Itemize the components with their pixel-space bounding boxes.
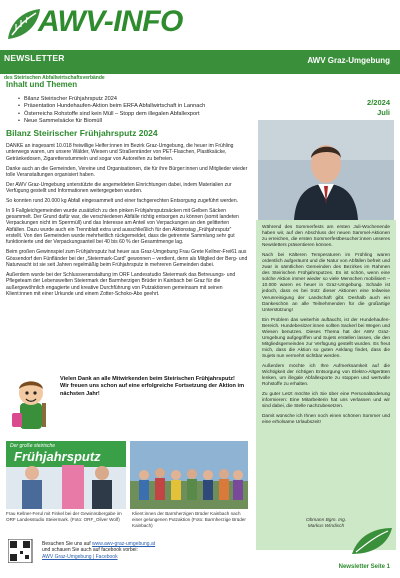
editorial-paragraph: Nach bei Kälteren Temperaturen im Frühling waren ordentlich aufgeräumt und die Natur von Abfällen befreit und zwar in sämtlichen Gemeinden des Bezirkes im Rahmen des Steirischen Frühjahrsputzes. Es ist schön, wenn eine solche Aktion immer wieder so viele Menschen mobilisiert – 10.000 waren es heuer in Graz-Umgebung. Schade ist jedoch, dass es bei trotz dieser Aktionen eine teilweise Verunreinigung der Landschaft gibt. Deshalb auch ein Dankeschön an alle Teilnehmenden für die großartige Unterstützung! (262, 253, 390, 313)
article-paragraph: Außerdem wurde bei der Schlussveranstaltung im ORF Landesstudio Steiermark das Betreuungs- und Pflegeteam der Lebenswelten Steiermark der Barmherzigen Brüder in Kainbach bei Graz für die außergewöhnlich engagierte und kreative Durchführung von Putzaktionen gemeinsam mit seinen Klient:innen mit einer Urkunde und einem Zotter-Schoko-Abo geehrt. (6, 271, 236, 297)
group-photo-image (130, 441, 248, 509)
contents-item: • Bilanz Steirischer Frühjahrsputz 2024 (18, 96, 248, 103)
footer-text (42, 541, 155, 560)
footer-line: und schauen Sie auch auf facebook vorbei: (42, 547, 138, 554)
article-paragraph: Der AWV Graz-Umgebung unterstützte die angemeldeten Einrichtungen dabei, indem Materialien zur Verfügung gestellt und Informationen weitergegeben wurden. (6, 181, 232, 195)
article-paragraph: DANKE an insgesamt 10.018 freiwillige Helfer:innen im Bezirk Graz-Umgebung, die heuer im Frühling unterwegs waren, um unsere Wälder, Wiesen und Straßenränder von PET-Flaschen, Plastiksäcke, Getränkedosen, Zigarettenstummeln und sogar von Autoreifen zu befreien. (6, 143, 234, 162)
portrait-image (258, 120, 394, 220)
award-photo (6, 441, 126, 509)
editorial-text (262, 225, 390, 430)
contents-item: • Österreichs Rohstoffe sind kein Müll – Stopp dem illegalen Abfallexport (18, 111, 248, 118)
editorial-paragraph: Damit wünsche ich Ihnen noch einen schönen Sommer und eine erholsame Urlaubszeit! (262, 414, 390, 426)
editorial-paragraph: Während des Sommerfests am ersten Juli-Wochenende haben wir, auf den Abschluss der neuen Sammel-Aktionen zu erreichen, die ersten Sommerfestbesucher:innen unseres Newsletters präsentieren können. (262, 225, 390, 249)
issue-number: 2/2024 (367, 98, 390, 107)
contents-title: Inhalt und Themen (6, 80, 78, 89)
editorial-paragraph: Außerdem möchte ich Ihre Aufmerksamkeit auf die Wichtigkeit der richtigen Entsorgung von Elektro-Altgeräten lenken, um illegale Abfallexporte zu stoppen und wertvolle Rohstoffe zu erhalten. (262, 363, 390, 388)
organization-label: AWV Graz-Umgebung (307, 56, 390, 65)
leaf-icon (350, 526, 394, 556)
photo-caption: Klient:innen der Barmherzigen Brüder Kainbach nach einer gelungenen Putzaktion (Foto: Barmherzige Brüder Kainbach) (132, 511, 246, 528)
banner-small-text: Der große steirische (10, 443, 56, 449)
page-number: Newsletter Seite 1 (338, 564, 390, 570)
banner-text: Frühjahrsputz (14, 449, 101, 464)
photo-caption: Frau Kellner-Ferul mit Finkel bei der Gewinnübergabe im ORF Landesstudio Steiermark. (Foto: ORF_Oliver Wolf) (6, 511, 122, 522)
footer-prefix: Besuchen Sie uns auf (42, 541, 93, 547)
signature-name: Markus Windisch (307, 524, 345, 529)
logo-text: AWV-INFO (38, 5, 183, 38)
issue-info (367, 98, 390, 118)
article-paragraph: Danke auch an die Gemeinden, Vereine und Organisationen, die für ihre Bürger:innen und Mitglieder wieder tolle Veranstaltungen organisiert haben. (6, 165, 248, 178)
facebook-link[interactable]: AWV Graz-Umgebung | Facebook (42, 553, 118, 560)
article-body (6, 143, 248, 301)
mascot-icon (6, 373, 56, 435)
editorial-paragraph: Zu guter Letzt möchte ich Sie über eine Personaländerung informieren: Eine Mitarbeiterin hat uns verlassen und wir sind dabei, die Stelle nachzubesetzen. (262, 392, 390, 410)
group-photo (130, 441, 248, 509)
contents-item: • Präsentation Hundehaufen-Aktion beim ERFA Abfallwirtschaft in Lannach (18, 103, 248, 110)
article-paragraph: In 9 Fallgleichgemeinden wurde zusätzlich zu den pinken Frühjahrsputzsäcken mit Gelben Säcken gesammelt. Der Grund dafür war, die verschiedenen Abfälle richtig entsorgen zu können (somit landeten Verpackungen nicht im Sperrmüll) und das Interesse am Anteil von Verpackungen an den gelitterten Abfällen. Dazu wurde auch ein Trennblatt extra und ausschließlich für den Aktionstag „Frühjahrsputz“ erstellt. Von den Gemeinden wurde mehrheitlich rückgemeldet, dass die getrennte Sammlung sehr gut funktionierte und der Verpackungsanteil bei 40 bis 60 % der Gesamtmenge lag. (6, 207, 239, 246)
signature-title: Obmann Bgm. Ing. (305, 518, 347, 523)
editorial-paragraph: Ein Problem das weiterhin auftaucht, ist der Hundehaufen-Bereich. Hundebesitzer:innen sollten Sackerl bei Wegen und Wiesen benutzen. Dieses Thema hat der AWV Graz-Umgebung aufgegriffen und Sujets erstellen lassen, die den Mitgliedsgemeinden zur Verfügung gestellt wurden. Es freut mich, dass die Aktion so guten Anklang findet, dass die Sujets nun vermehrt sichtbar werden. (262, 317, 390, 359)
awv-logo (4, 3, 194, 49)
header-subline: des Steirischen Abfallwirtschaftsverbände (4, 75, 105, 81)
thanks-line: Wir freuen uns schon auf eine erfolgreiche Fortsetzung der Aktion im nächsten Jahr! (60, 383, 245, 397)
article-paragraph: Beim großen Gewinnspiel zum Frühjahrsputz hat heuer aus Graz-Umgebung Frau Grete Kellner-Frei61 aus Gössendorf den Fünfländer bei der „Steiermark-Card“ gewonnen – verdient, denn als Mitglied der Berg- und Naturwacht ist sie seit Jahren regelmäßig beim Frühjahrsputz in mehreren Gemeinden dabei. (6, 249, 248, 268)
article-paragraph: So konnten rund 20.000 kg Abfall eingesammelt und einer fachgerechten Entsorgung zugeführt werden. (6, 197, 239, 204)
contents-item: • Neue Sammelsäcke für Biomüll (18, 118, 248, 125)
portrait-photo (258, 120, 394, 220)
thanks-message (60, 376, 250, 398)
issue-month: Juli (377, 108, 390, 117)
newsletter-label: NEWSLETTER (4, 53, 65, 63)
website-link[interactable]: www.awv-graz-umgebung.at (92, 541, 156, 547)
contents-list (18, 96, 248, 126)
qr-code-icon (8, 539, 38, 563)
thanks-line: Vielen Dank an alle Mitwirkenden beim Steirischen Frühjahrsputz! (60, 376, 235, 382)
article-title: Bilanz Steirischer Frühjahrsputz 2024 (6, 128, 158, 138)
